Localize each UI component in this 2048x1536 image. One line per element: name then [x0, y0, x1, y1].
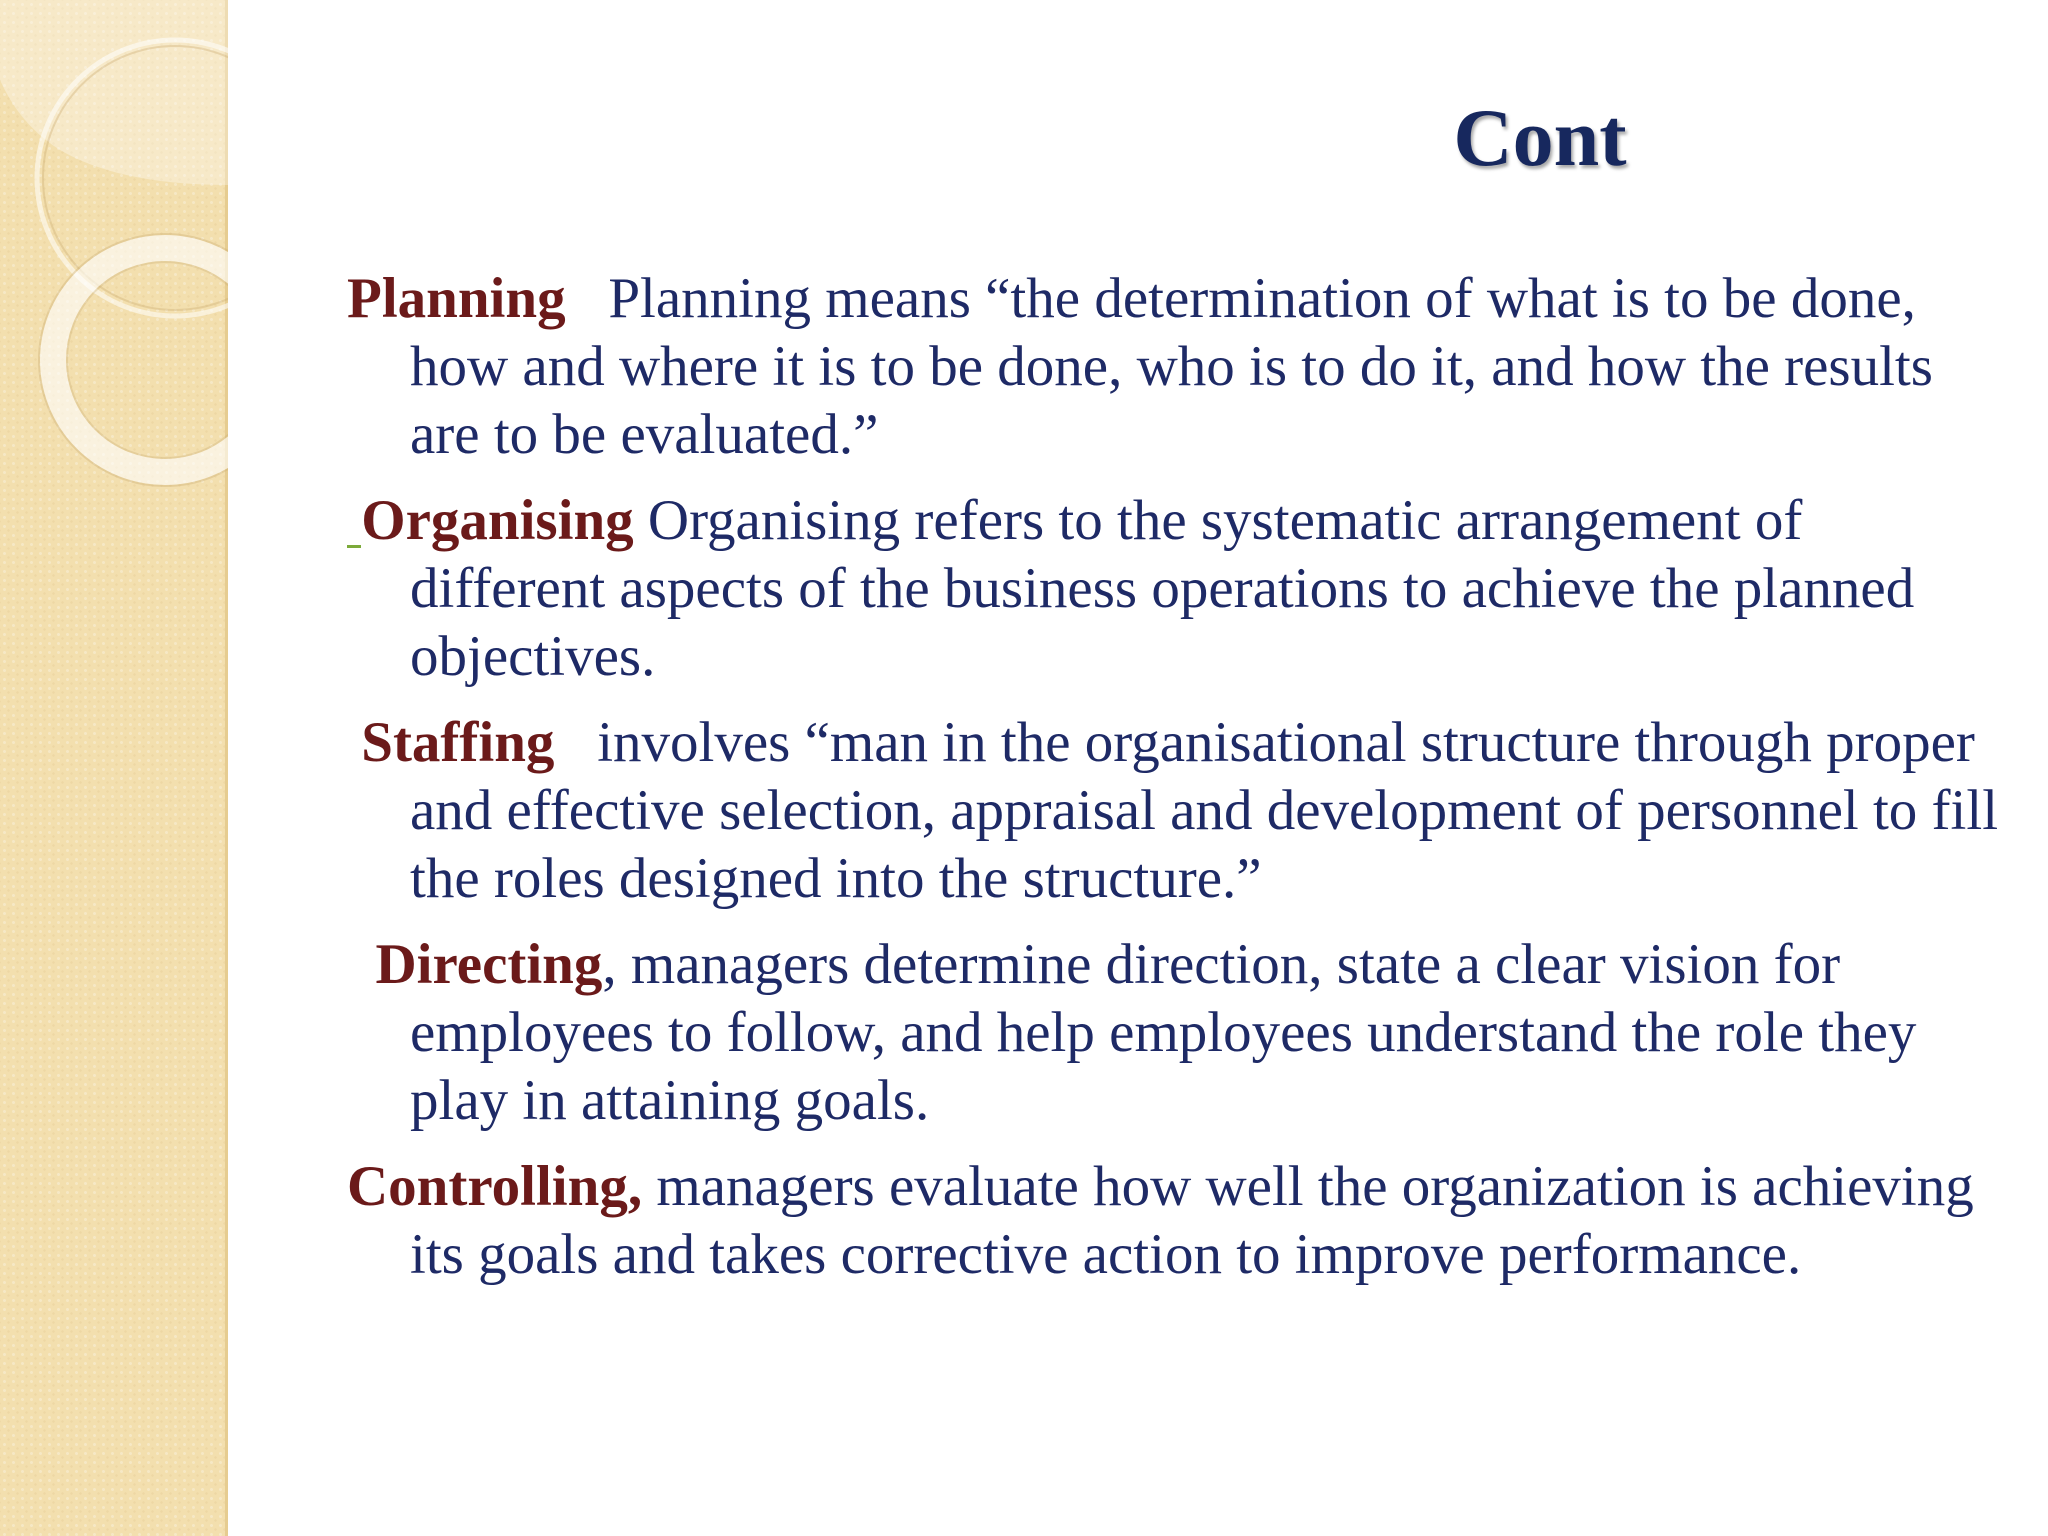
definition-directing: , managers determine direction, state a clear vision for employees to follow, and help employees understand the role they play in attaining goals. — [410, 933, 1917, 1132]
list-item-organising — [347, 487, 2007, 691]
bullet-tick-mark — [347, 545, 361, 548]
term-organising: Organising — [361, 489, 634, 552]
list-item-staffing — [347, 709, 2007, 913]
definition-planning: Planning means “the determination of what is to be done, how and where it is to be done, who is to do it, and how the results are to be evaluated.” — [410, 267, 1933, 466]
list-item-controlling — [347, 1153, 2007, 1289]
term-planning: Planning — [347, 267, 566, 330]
content-list — [347, 265, 2007, 1307]
term-staffing: Staffing — [361, 711, 555, 774]
definition-staffing: involves “man in the organisational structure through proper and effective selection, appraisal and development of personnel to fill the roles designed into the structure.” — [410, 711, 1999, 910]
list-item-directing — [347, 931, 2007, 1135]
list-item-planning — [347, 265, 2007, 469]
slide-title: Cont — [1453, 92, 1627, 183]
term-controlling: Controlling, — [347, 1155, 643, 1218]
term-directing: Directing — [375, 933, 603, 996]
definition-organising: Organising refers to the systematic arrangement of different aspects of the business operations to achieve the planned objectives. — [410, 489, 1915, 688]
definition-controlling: managers evaluate how well the organization is achieving its goals and takes corrective action to improve performance. — [410, 1155, 1974, 1286]
decorative-rings — [0, 0, 228, 520]
